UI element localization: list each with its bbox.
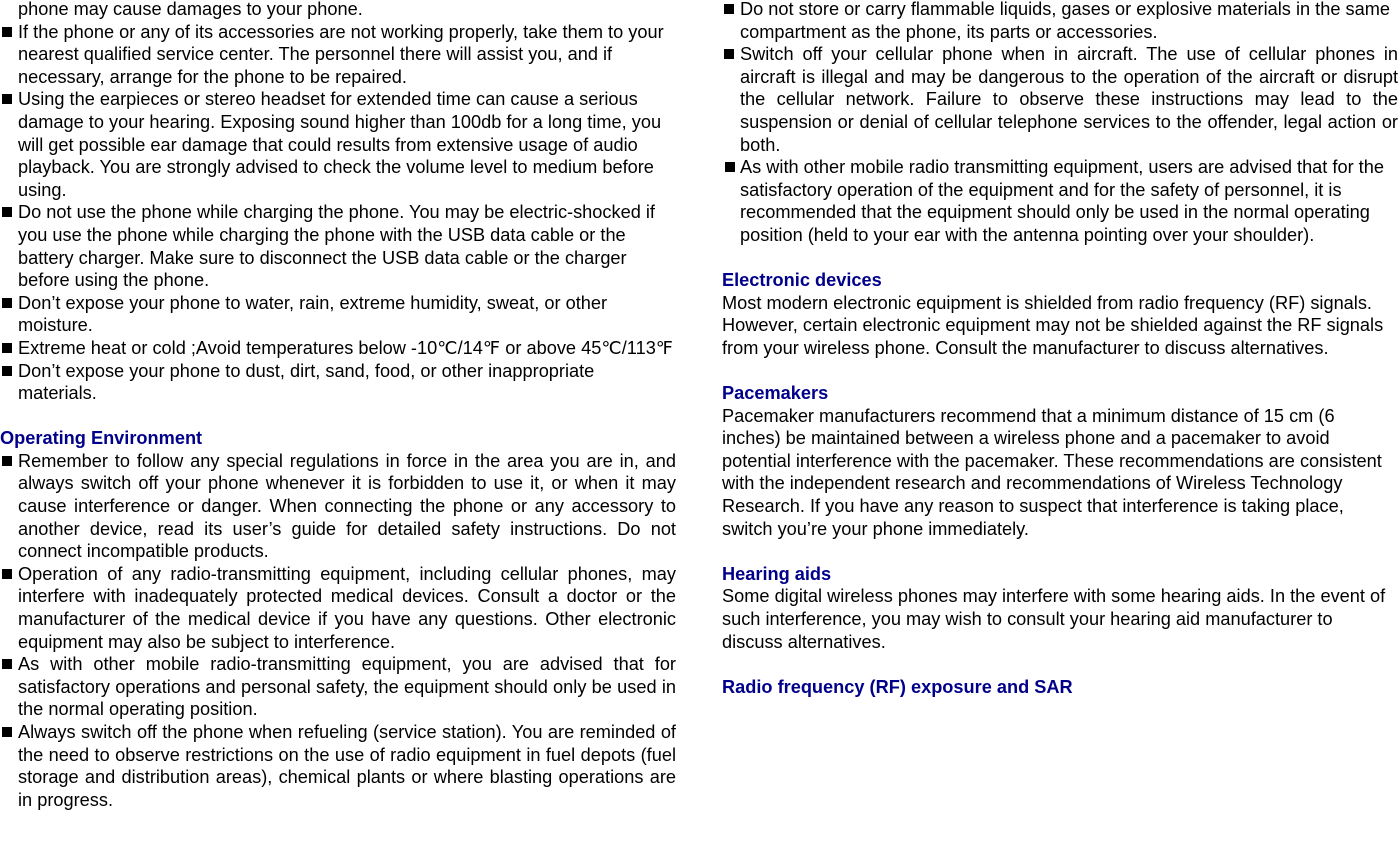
spacer: [722, 540, 1398, 563]
spacer: [722, 653, 1398, 676]
right-column: [722, 0, 1398, 698]
bullet-refueling: Always switch off the phone when refueling (service station). You are reminded of the need to observe restrictions on the use of radio equipment in fuel depots (fuel storage and distribution areas), chemical plants or where blasting operations are in progress.: [0, 721, 676, 811]
square-bullet-icon: [2, 207, 12, 217]
section-heading-operating-environment: Operating Environment: [0, 428, 203, 449]
spacer: [722, 247, 1398, 270]
electronic-devices-text: Most modern electronic equipment is shielded from radio frequency (RF) signals. However, certain electronic equipment may not be shielded against the RF signals from your wireless phone. Consult the manufacturer to discuss alternatives.: [722, 292, 1384, 358]
square-bullet-icon: [2, 343, 12, 353]
square-bullet-icon: [724, 4, 734, 14]
bullet-regulations: Remember to follow any special regulations in force in the area you are in, and always switch off your phone whenever it is forbidden to use it, or when it may cause interference or danger. When connecting the phone or any accessory to another device, read its user’s guide for detailed safety instructions. Do not connect incompatible products.: [0, 450, 676, 563]
continued-text: phone may cause damages to your phone.: [18, 0, 363, 19]
bullet-service-center: If the phone or any of its accessories are not working properly, take them to your nearest qualified service center. The personnel there will assist you, and if necessary, arrange for the phone to be repaired.: [0, 21, 676, 89]
spacer: [722, 360, 1398, 383]
hearing-aids-text: Some digital wireless phones may interfere with some hearing aids. In the event of such interference, you may wish to consult your hearing aid manufacturer to discuss alternatives.: [722, 586, 1386, 652]
square-bullet-icon: [2, 27, 12, 37]
bullet-earpieces: Using the earpieces or stereo headset for extended time can cause a serious damage to your hearing. Exposing sound higher than 100db for a long time, you will get possible ear damage that could results from extensive usage of audio playback. You are strongly advised to check the volume level to medium before using.: [0, 88, 676, 201]
bullet-temperature: Extreme heat or cold ;Avoid temperatures below -10℃/14℉ or above 45℃/113℉: [0, 337, 676, 360]
pacemakers-text: Pacemaker manufacturers recommend that a minimum distance of 15 cm (6 inches) be maintained between a wireless phone and a pacemaker to avoid potential interference with the pacemaker. These recommendations are consistent with the independent research and recommendations of Wireless Technology Research. If you have any reason to suspect that interference is taking place, switch you’re your phone immediately.: [722, 405, 1382, 539]
square-bullet-icon: [2, 456, 12, 466]
section-heading-rf-exposure: Radio frequency (RF) exposure and SAR: [722, 676, 1073, 697]
spacer: [0, 405, 676, 428]
square-bullet-icon: [2, 94, 12, 104]
square-bullet-icon: [2, 366, 12, 376]
bullet-aircraft: Switch off your cellular phone when in aircraft. The use of cellular phones in aircraft is illegal and may be dangerous to the operation of the aircraft or disrupt the cellular network. Failure to observe these instructions may lead to the suspension or denial of cellular telephone services to the offender, legal action or both.: [722, 43, 1398, 156]
bullet-antenna-position: As with other mobile radio transmitting equipment, users are advised that for the satisfactory operation of the equipment and for the safety of personnel, it is recommended that the equipment should only be used in the normal operating position (held to your ear with the antenna pointing over your shoulder).: [722, 156, 1398, 246]
bullet-dust: Don’t expose your phone to dust, dirt, sand, food, or other inappropriate materials.: [0, 360, 676, 405]
square-bullet-icon: [2, 727, 12, 737]
left-column: [0, 0, 676, 811]
section-heading-pacemakers: Pacemakers: [722, 383, 829, 404]
square-bullet-icon: [2, 298, 12, 308]
square-bullet-icon: [724, 49, 734, 59]
bullet-operating-position: As with other mobile radio-transmitting equipment, you are advised that for satisfactory operations and personal safety, the equipment should only be used in the normal operating position.: [0, 653, 676, 721]
bullet-charging: Do not use the phone while charging the phone. You may be electric-shocked if you use the phone while charging the phone with the USB data cable or the battery charger. Make sure to disconnect the USB data cable or the charger before using the phone.: [0, 201, 676, 291]
square-bullet-icon: [725, 162, 735, 172]
section-heading-hearing-aids: Hearing aids: [722, 563, 832, 584]
bullet-flammable: Do not store or carry flammable liquids, gases or explosive materials in the same compartment as the phone, its parts or accessories.: [722, 0, 1398, 43]
square-bullet-icon: [2, 659, 12, 669]
section-heading-electronic-devices: Electronic devices: [722, 270, 882, 291]
bullet-radio-transmitting: Operation of any radio-transmitting equipment, including cellular phones, may interfere with inadequately protected medical devices. Consult a doctor or the manufacturer of the medical device if you have any questions. Other electronic equipment may also be subject to interference.: [0, 563, 676, 653]
bullet-water: Don’t expose your phone to water, rain, extreme humidity, sweat, or other moisture.: [0, 292, 676, 337]
square-bullet-icon: [2, 569, 12, 579]
